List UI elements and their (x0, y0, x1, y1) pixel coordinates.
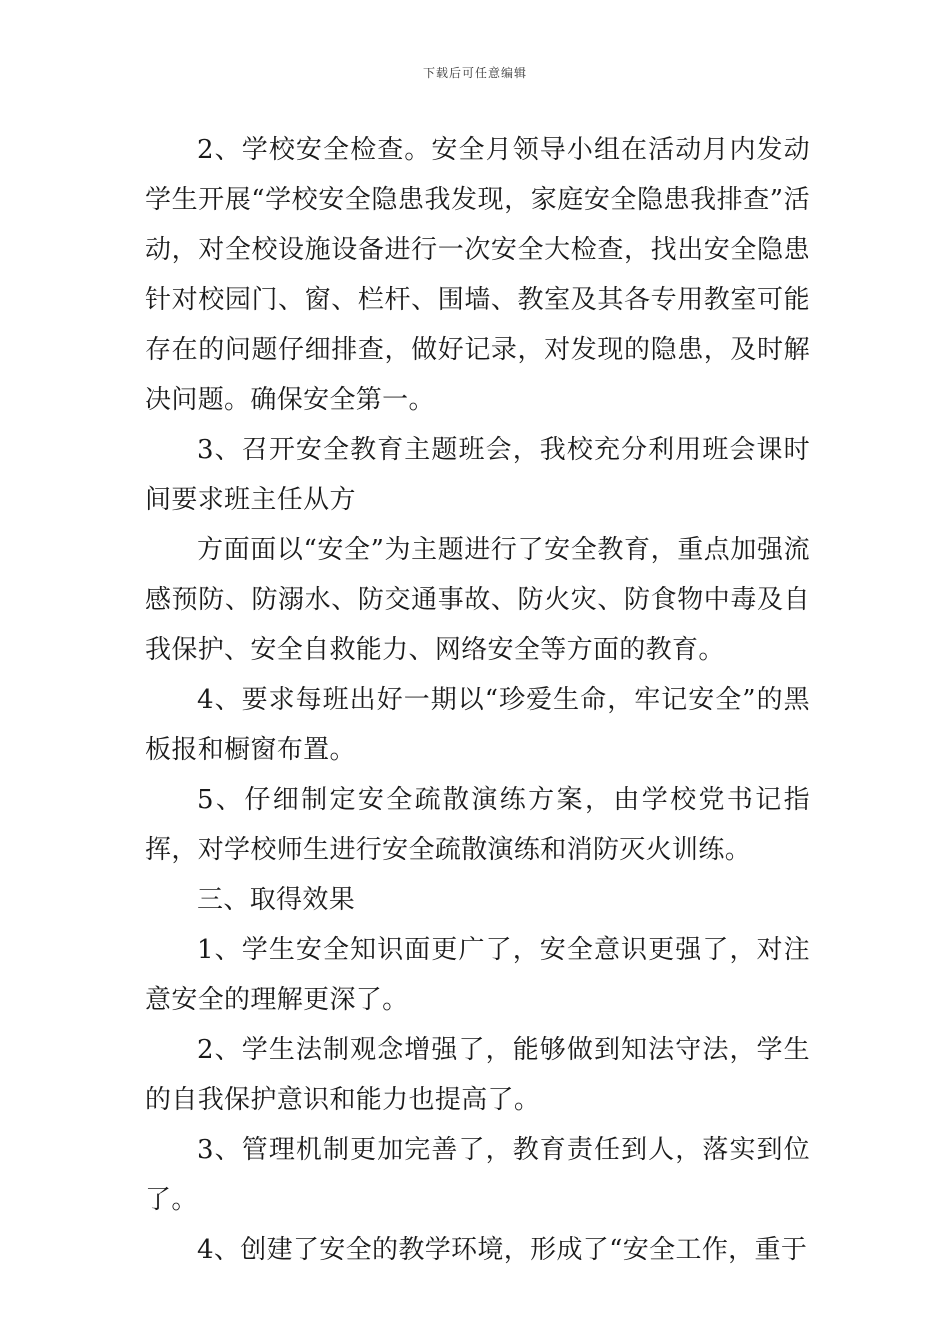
paragraph-result-knowledge: 1、学生安全知识面更广了，安全意识更强了，对注意安全的理解更深了。 (145, 935, 810, 1015)
paragraph-result-management: 3、管理机制更加完善了，教育责任到人，落实到位了。 (145, 1135, 810, 1215)
paragraph-blackboard-newspaper: 4、要求每班出好一期以“珍爱生命，牢记安全”的黑板报和橱窗布置。 (145, 685, 810, 765)
section-heading-results: 三、取得效果 (197, 885, 356, 915)
paragraph-evacuation-drill: 5、仔细制定安全疏散演练方案，由学校党书记指挥，对学校师生进行安全疏散演练和消防灭火训练。 (145, 785, 810, 865)
paragraph-result-legal-awareness: 2、学生法制观念增强了，能够做到知法守法，学生的自我保护意识和能力也提高了。 (145, 1035, 810, 1115)
paragraph-safety-education-topics: 方面面以“安全”为主题进行了安全教育，重点加强流感预防、防溺水、防交通事故、防火灾、防食物中毒及自我保护、安全自救能力、网络安全等方面的教育。 (145, 535, 810, 665)
page-header: 下载后可任意编辑 (422, 66, 527, 80)
document-body (145, 125, 810, 1275)
paragraph-result-environment: 4、创建了安全的教学环境，形成了“安全工作，重于 (197, 1235, 808, 1265)
paragraph-class-meeting: 3、召开安全教育主题班会，我校充分利用班会课时间要求班主任从方 (145, 435, 810, 515)
paragraph-school-safety-inspection: 2、学校安全检查。安全月领导小组在活动月内发动学生开展“学校安全隐患我发现，家庭安全隐患我排查”活动，对全校设施设备进行一次安全大检查，找出安全隐患针对校园门、窗、栏杆、围墙、教室及其各专用教室可能存在的问题仔细排查，做好记录，对发现的隐患，及时解决问题。确保安全第一。 (145, 135, 810, 415)
